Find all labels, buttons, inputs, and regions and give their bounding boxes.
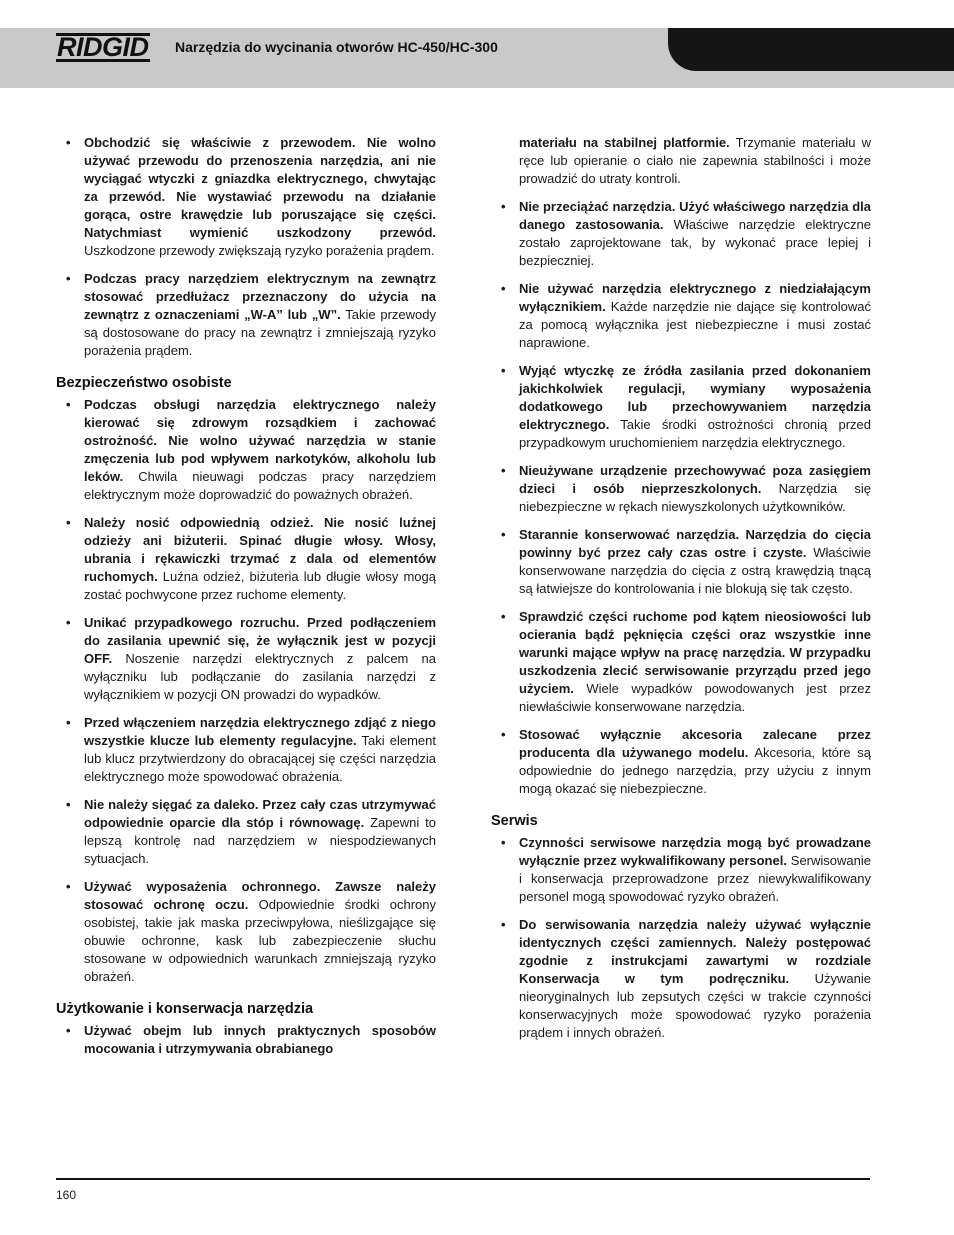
item-bold-text: Starannie konserwować narzędzia. Narzędzia do cięcia powinny być przez cały czas ostre i czyste. [519, 527, 871, 560]
bullet-icon: • [501, 917, 506, 932]
footer-divider [56, 1178, 870, 1180]
list-item [56, 270, 436, 360]
bullet-icon: • [66, 271, 71, 286]
item-text: Noszenie narzędzi elektrycznych z palcem na wyłączniku lub podłączanie do zasilania narzędzi z wyłącznikiem w pozycji ON prowadzi do wypadków. [84, 651, 436, 702]
list-item [491, 462, 871, 516]
item-text: Trzymanie materiału w ręce lub opieranie o ciało nie zapewnia stabilności i może prowadzić do utraty kontroli. [519, 135, 871, 186]
item-text: Każde narzędzie nie dające się kontrolować za pomocą wyłącznika jest niebezpieczne i musi zostać naprawione. [519, 299, 871, 350]
bullet-icon: • [501, 835, 506, 850]
item-bold-text: Nie należy sięgać za daleko. Przez cały czas utrzymywać odpowiednie oparcie dla stóp i równowagę. [84, 797, 436, 830]
list-item [56, 796, 436, 868]
ridgid-logo: RIDGID [57, 32, 149, 62]
item-bold-text: Przed włączeniem narzędzia elektrycznego zdjąć z niego wszystkie klucze lub elementy regulacyjne. [84, 715, 436, 748]
list-item [56, 1022, 436, 1058]
list-item [491, 280, 871, 352]
list-item [56, 614, 436, 704]
bullet-icon: • [66, 615, 71, 630]
item-bold-text: Nieużywane urządzenie przechowywać poza zasięgiem dzieci i osób nieprzeszkolonych. [519, 463, 871, 496]
item-text: Wiele wypadków powodowanych jest przez niewłaściwie konserwowane narzędzia. [519, 681, 871, 714]
list-item [56, 878, 436, 986]
bullet-icon: • [66, 397, 71, 412]
item-text: Właściwie konserwowane narzędzia do cięcia z ostrą krawędzią tnącą są łatwiejsze do kontrolowania i nie blokują się tak często. [519, 545, 871, 596]
item-bold-text: Podczas pracy narzędziem elektrycznym na zewnątrz stosować przedłużacz przeznaczony do użycia na zewnątrz z oznaczeniami „W-A” lub „W”. [84, 271, 436, 322]
item-text: Takie środki ostrożności chronią przed przypadkowym uruchomieniem narzędzia elektrycznego. [519, 417, 871, 450]
item-bold-text: Używać wyposażenia ochronnego. Zawsze należy stosować ochronę oczu. [84, 879, 436, 912]
item-bold-text: Czynności serwisowe narzędzia mogą być prowadzane wyłącznie przez wykwalifikowany personel. [519, 835, 871, 868]
section-heading-tool-use: Użytkowanie i konserwacja narzędzia [56, 1001, 314, 1017]
bullet-icon: • [501, 199, 506, 214]
list-item [491, 526, 871, 598]
item-bold-text: Do serwisowania narzędzia należy używać wyłącznie identycznych części zamiennych. Należy postępować zgodnie z instrukcjami zawartymi w rozdziale Konserwacja w tym podręczniku. [519, 917, 871, 986]
bullet-icon: • [501, 463, 506, 478]
list-item [491, 198, 871, 270]
list-item [491, 916, 871, 1042]
left-column [56, 134, 436, 1058]
item-text: Uszkodzone przewody zwiększają ryzyko porażenia prądem. [84, 243, 435, 258]
list-item [56, 396, 436, 504]
item-text: Używanie nieoryginalnych lub zepsutych części w trakcie czynności konserwacyjnych może spowodować ryzyko porażenia prądem i innych obrażeń. [519, 971, 872, 1040]
list-item [56, 134, 436, 260]
document-title: Narzędzia do wycinania otworów HC-450/HC-300 [175, 39, 498, 55]
item-text: Serwisowanie i konserwacja przeprowadzone przez niewykwalifikowany personel mogą spowodować ryzyko obrażeń. [519, 853, 871, 904]
item-bold-text: Obchodzić się właściwie z przewodem. Nie wolno używać przewodu do przenoszenia narzędzia, ani nie wyciągać wtyczki z gniazdka elektrycznego, chwytając za przewód. Nie wystawiać przewodu na działanie gorąca, ostre krawędzie lub poruszające się części. Natychmiast wymienić uszkodzony przewód. [84, 135, 436, 240]
item-bold-text: Używać obejm lub innych praktycznych sposobów mocowania i utrzymywania obrabianego [84, 1023, 436, 1056]
section-heading-service: Serwis [491, 813, 538, 829]
page-number: 160 [56, 1188, 77, 1202]
list-item-continuation [491, 134, 871, 188]
bullet-icon: • [66, 879, 71, 894]
item-bold-text: Unikać przypadkowego rozruchu. Przed podłączeniem do zasilania upewnić się, że wyłącznik jest w pozycji OFF. [84, 615, 436, 666]
item-bold-text: Nie używać narzędzia elektrycznego z niedziałającym wyłącznikiem. [519, 281, 871, 314]
item-text: Chwila nieuwagi podczas pracy narzędziem elektrycznym może doprowadzić do poważnych obrażeń. [84, 469, 436, 502]
item-text: Narzędzia się niebezpieczne w rękach niewyszkolonych użytkowników. [519, 481, 872, 514]
bullet-icon: • [66, 135, 71, 150]
item-bold-text: Nie przeciążać narzędzia. Użyć właściwego narzędzia dla danego zastosowania. [519, 199, 871, 232]
item-bold-text: Należy nosić odpowiednią odzież. Nie nosić luźnej odzieży ani biżuterii. Spinać długie włosy. Włosy, ubrania i rękawiczki trzymać z dala od elementów ruchomych. [84, 515, 436, 584]
bullet-icon: • [66, 797, 71, 812]
bullet-icon: • [501, 527, 506, 542]
bullet-icon: • [66, 1023, 71, 1038]
item-text: Takie przewody są dostosowane do pracy na zewnątrz i zmniejszają ryzyko porażenia prądem. [84, 307, 436, 358]
item-bold-text: materiału na stabilnej platformie. [519, 135, 730, 150]
item-bold-text: Podczas obsługi narzędzia elektrycznego należy kierować się zdrowym rozsądkiem i zachować ostrożność. Nie wolno używać narzędzia w stanie zmęczenia lub pod wpływem narkotyków, alkoholu lub leków. [84, 397, 436, 484]
item-bold-text: Wyjąć wtyczkę ze źródła zasilania przed dokonaniem jakichkolwiek regulacji, wymiany wyposażenia dodatkowego lub przechowywaniem narzędzia elektrycznego. [519, 363, 871, 432]
list-item [491, 834, 871, 906]
item-bold-text: Sprawdzić części ruchome pod kątem nieosiowości lub ocierania bądź pęknięcia części oraz wszystkie inne warunki mające wpływ na pracę narzędzia. W przypadku uszkodzenia zlecić serwisowanie przyrządu przed jego użyciem. [519, 609, 871, 696]
list-item [491, 608, 871, 716]
header-dark-tab [668, 28, 954, 71]
bullet-icon: • [66, 515, 71, 530]
bullet-icon: • [501, 727, 506, 742]
item-bold-text: Stosować wyłącznie akcesoria zalecane przez producenta dla używanego modelu. [519, 727, 871, 760]
bullet-icon: • [501, 281, 506, 296]
item-text: Luźna odzież, biżuteria lub długie włosy mogą zostać pochwycone przez ruchome elementy. [84, 569, 436, 602]
list-item [491, 362, 871, 452]
bullet-icon: • [501, 363, 506, 378]
item-text: Odpowiednie środki ochrony osobistej, takie jak maska przeciwpyłowa, nieślizgające się obuwie ochronne, kask lub zabezpieczenie słuchu stosowane w odpowiednich warunkach zmniejszają ryzyko obrażeń. [84, 897, 436, 984]
item-text: Taki element lub klucz przytwierdzony do obracającej się części narzędzia elektrycznego może spowodować obrażenia. [84, 733, 436, 784]
list-item [491, 726, 871, 798]
right-column [491, 134, 871, 1052]
item-text: Zapewni to lepszą kontrolę nad narzędziem w niespodziewanych sytuacjach. [84, 815, 437, 866]
list-item [56, 714, 436, 786]
item-text: Akcesoria, które są odpowiednie do jednego narzędzia, przy użyciu z innym mogą okazać się niebezpieczne. [519, 745, 871, 796]
bullet-icon: • [501, 609, 506, 624]
section-heading-personal-safety: Bezpieczeństwo osobiste [56, 375, 232, 391]
item-text: Właściwe narzędzie elektryczne zostało zaprojektowane tak, by wykonać prace lepiej i bezpieczniej. [519, 217, 871, 268]
bullet-icon: • [66, 715, 71, 730]
list-item [56, 514, 436, 604]
